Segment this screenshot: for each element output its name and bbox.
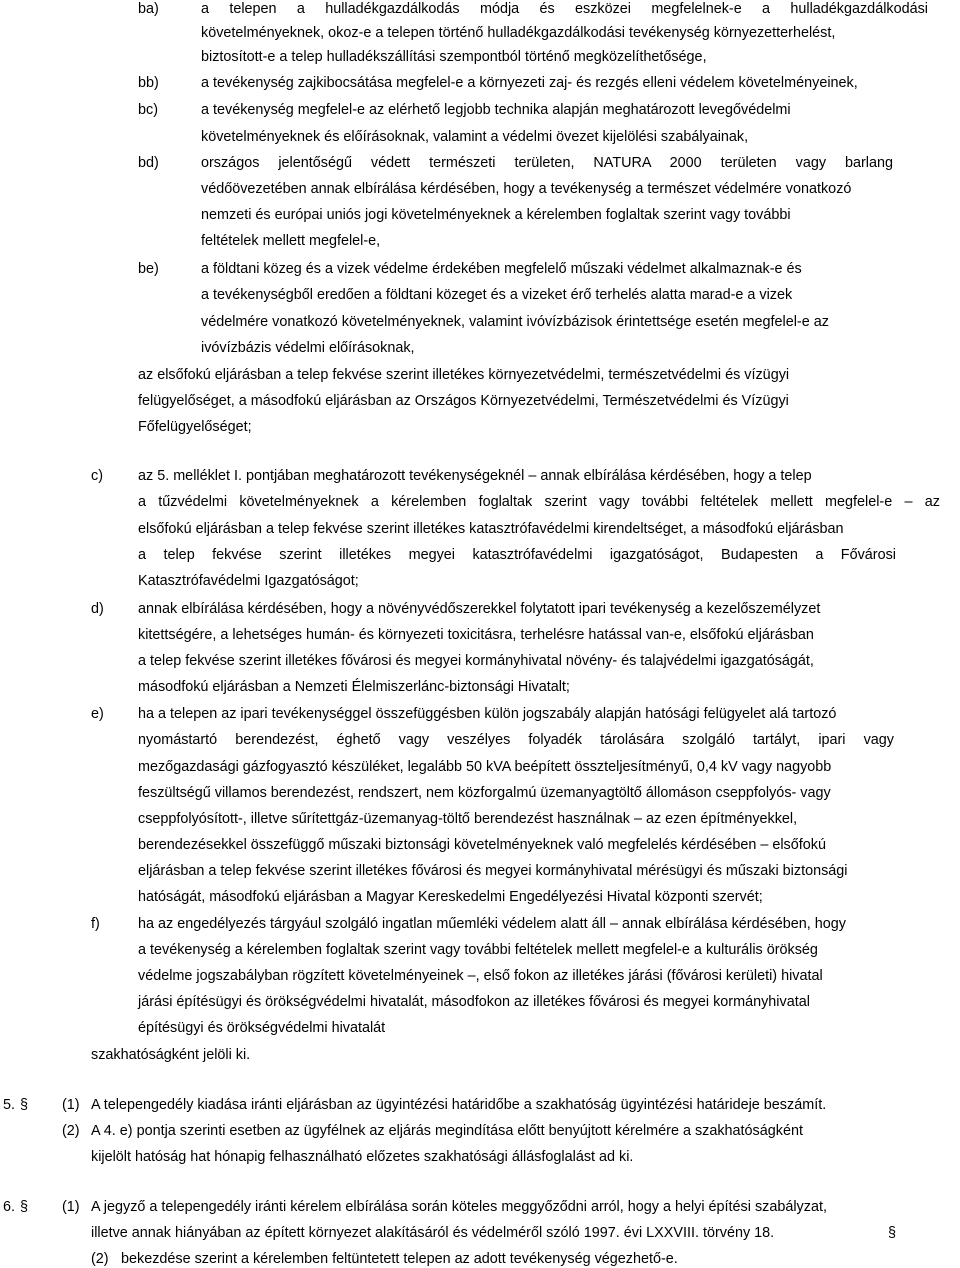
text-line: ha a telepen az ipari tevékenységgel összefüggésben külön jogszabály alapján hatósági felügyelet alá tartozó: [138, 706, 837, 722]
item-label: f): [91, 916, 100, 932]
item-label: c): [91, 468, 103, 484]
sub-item-label: bc): [138, 102, 158, 118]
text-line: a tevékenység zajkibocsátása megfelel-e a környezeti zaj- és rezgés elleni védelem követelményeinek,: [201, 75, 858, 91]
text-line: járási építésügyi és örökségvédelmi hivatalát, másodfokon az illetékes fővárosi és megyei kormányhivatal: [138, 994, 810, 1010]
text-line: a tevékenység a kérelemben foglaltak szerint vagy további feltételek mellett megfelel-e a kulturális örökség: [138, 942, 818, 958]
text-line: felügyelőséget, a másodfokú eljárásban az Országos Környezetvédelmi, Természetvédelmi és Vízügyi: [138, 393, 789, 409]
text-line: országos jelentőségű védett természeti területen, NATURA 2000 területen vagy barlang: [201, 155, 893, 171]
text-line: A 4. e) pontja szerinti esetben az ügyfélnek az eljárás megindítása előtt benyújtott kérelmére a szakhatóságként: [91, 1123, 803, 1139]
text-line: a telep fekvése szerint illetékes megyei katasztrófavédelmi igazgatóságot, Budapesten a Fővárosi: [138, 547, 896, 563]
text-line: a tűzvédelmi követelményeknek a kérelemben foglaltak szerint vagy további feltételek mellett megfelel-e – az: [138, 494, 940, 510]
text-line: bekezdése szerint a kérelemben feltüntetett telepen az adott tevékenység végezhető-e.: [121, 1251, 678, 1267]
text-line: illetve annak hiányában az épített környezet alakításáról és védelméről szóló 1997. évi LXXVIII. törvény 18.: [91, 1225, 775, 1241]
text-line: ha az engedélyezés tárgyául szolgáló ingatlan műemléki védelem alatt áll – annak elbírálása kérdésében, hogy: [138, 916, 846, 932]
text-line: feltételek mellett megfelel-e,: [201, 233, 381, 249]
text-line: annak elbírálása kérdésében, hogy a növényvédőszerekkel folytatott ipari tevékenység a kezelőszemélyzet: [138, 601, 821, 617]
text-line: a földtani közeg és a vizek védelme érdekében megfelelő műszaki védelmet alkalmaznak-e és: [201, 261, 802, 277]
text-line: nemzeti és európai uniós jogi követelményeknek a kérelemben foglaltak szerint vagy további: [201, 207, 791, 223]
text-line: A jegyző a telepengedély iránti kérelem elbírálása során köteles meggyőződni arról, hogy a helyi építési szabályzat,: [91, 1199, 827, 1215]
text-line: védelme jogszabályban rögzített követelményeinek –, első fokon az illetékes járási (fővárosi kerületi) hivatal: [138, 968, 823, 984]
text-line: ivóvízbázis védelmi előírásoknak,: [201, 340, 415, 356]
text-line: másodfokú eljárásban a Nemzeti Élelmiszerlánc-biztonsági Hivatalt;: [138, 679, 570, 695]
paragraph-label: (2): [62, 1123, 80, 1139]
text-line: az elsőfokú eljárásban a telep fekvése szerint illetékes környezetvédelmi, természetvédelmi és vízügyi: [138, 367, 790, 383]
item-label: d): [91, 601, 104, 617]
section-number: 6.: [3, 1199, 16, 1215]
text-line: nyomástartó berendezést, éghető vagy veszélyes folyadék tárolására szolgáló tartályt, ipari vagy: [138, 732, 894, 748]
text-line: védelmére vonatkozó követelményeknek, valamint ivóvízbázisok érintettsége esetén megfelel-e az: [201, 314, 829, 330]
text-line: A telepengedély kiadása iránti eljárásban az ügyintézési határidőbe a szakhatóság ügyintézési határideje beszámít.: [91, 1097, 827, 1113]
paragraph-label: (1): [62, 1097, 80, 1113]
closing-text: szakhatóságként jelöli ki.: [91, 1047, 251, 1063]
section-number: 5.: [3, 1097, 16, 1113]
paragraph-label: (1): [62, 1199, 80, 1215]
text-line: mezőgazdasági gázfogyasztó készüléket, legalább 50 kVA beépített összteljesítményű, 0,4 kV vagy nagyobb: [138, 759, 832, 775]
text-line: a telep fekvése szerint illetékes fővárosi és megyei kormányhivatal növény- és talajvédelmi igazgatóságát,: [138, 653, 814, 669]
text-line: eljárásban a telep fekvése szerint illetékes fővárosi és megyei kormányhivatal mérésügyi és műszaki biztonsági: [138, 863, 848, 879]
text-line: a tevékenység megfelel-e az elérhető legjobb technika alapján meghatározott levegővédelmi: [201, 102, 791, 118]
text-line: a tevékenységből eredően a földtani közeget és a vizeket érő terhelés alatta marad-e a vizek: [201, 287, 793, 303]
text-line: berendezésekkel összefüggő műszaki biztonsági követelményeknek való megfelelés kérdésében – elsőfokú: [138, 837, 826, 853]
text-line: feszültségű villamos berendezést, rendszert, nem közforgalmú üzemanyagtöltő állomáson cseppfolyós- vagy: [138, 785, 831, 801]
text-line: hatóságát, másodfokú eljárásban a Magyar Kereskedelmi Engedélyezési Hivatal központi szervét;: [138, 889, 763, 905]
text-line: a telepen a hulladékgazdálkodás módja és eszközei megfelelnek-e a hulladékgazdálkodási: [201, 1, 928, 17]
text-line: Katasztrófavédelmi Igazgatóságot;: [138, 573, 359, 589]
sub-item-label: be): [138, 261, 159, 277]
sub-item-label: bb): [138, 75, 159, 91]
text-line: kijelölt hatóság hat hónapig felhasználható előzetes szakhatósági állásfoglalást ad ki.: [91, 1149, 634, 1165]
section-sign: §: [20, 1097, 29, 1113]
paragraph-label: (2): [91, 1251, 109, 1267]
text-line: kitettségére, a lehetséges humán- és környezeti toxicitásra, terhelésre hatással van-e, elsőfokú eljárásban: [138, 627, 814, 643]
section-sign: §: [20, 1199, 29, 1215]
text-line: védőövezetében annak elbírálása kérdésében, hogy a tevékenység a természet védelmére vonatkozó: [201, 181, 852, 197]
text-line: követelményeknek, okoz-e a telepen történő hulladékgazdálkodási tevékenység környezetterhelést,: [201, 25, 836, 41]
sub-item-label: ba): [138, 1, 159, 17]
item-label: e): [91, 706, 104, 722]
text-line: Főfelügyelőséget;: [138, 419, 252, 435]
text-line: biztosított-e a telep hulladékszállítási szempontból történő megközelíthetősége,: [201, 49, 707, 65]
text-line: cseppfolyósított-, illetve sűrítettgáz-üzemanyag-töltő berendezést használnak – az ezen építményekkel,: [138, 811, 798, 827]
text-line: követelményeknek és előírásoknak, valamint a védelmi övezet kijelölési szabályainak,: [201, 129, 749, 145]
section-sign: §: [888, 1225, 897, 1241]
sub-item-label: bd): [138, 155, 159, 171]
text-line: az 5. melléklet I. pontjában meghatározott tevékenységeknél – annak elbírálása kérdésében, hogy a telep: [138, 468, 812, 484]
text-line: elsőfokú eljárásban a telep fekvése szerint illetékes katasztrófavédelmi kirendeltséget, a másodfokú eljárásban: [138, 521, 844, 537]
text-line: építésügyi és örökségvédelmi hivatalát: [138, 1020, 386, 1036]
